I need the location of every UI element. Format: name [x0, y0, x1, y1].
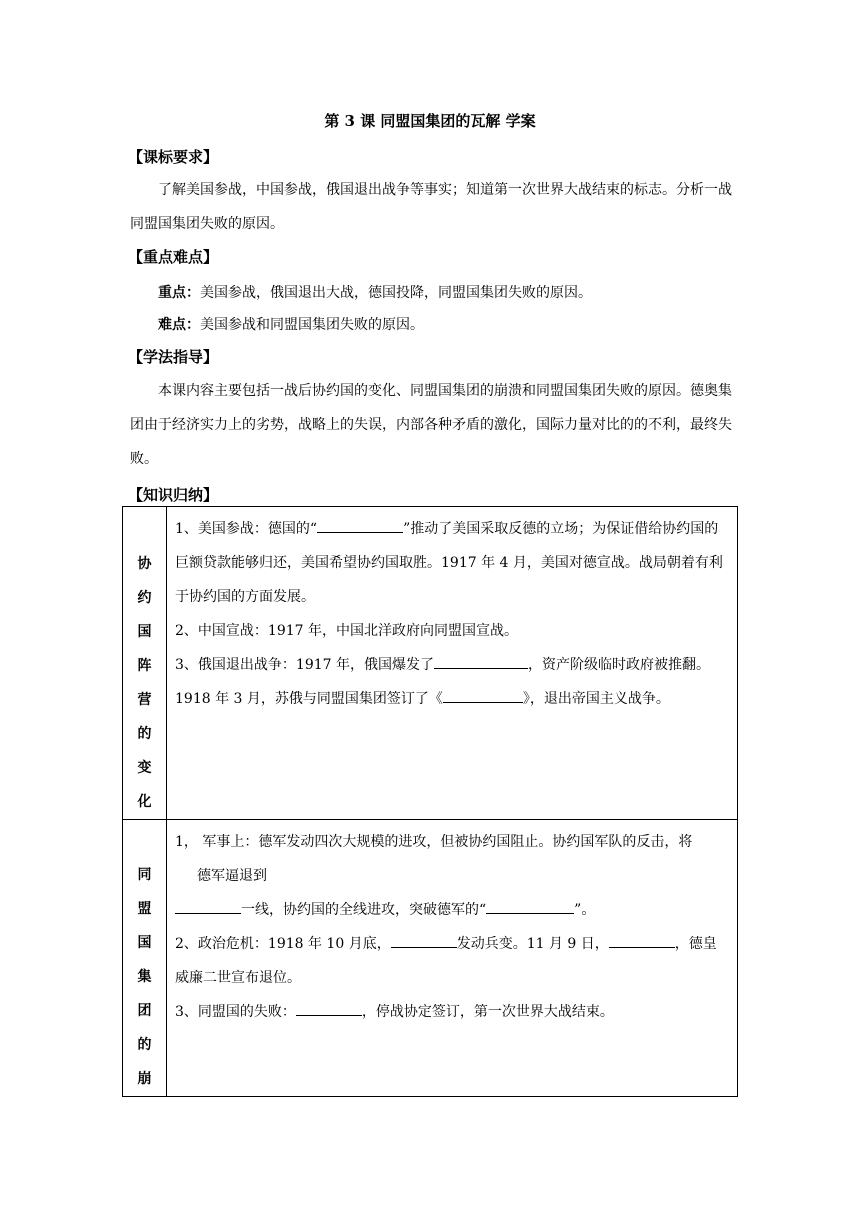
label-char: 集: [137, 969, 152, 985]
text-fragment: 1、美国参战：德国的“: [175, 521, 318, 537]
fill-blank[interactable]: [609, 933, 675, 948]
label-char: 同: [137, 867, 152, 883]
item-defeat: [175, 995, 729, 1029]
item-military: 1， 军事上：德军发动四次大规模的进攻，但被协约国阻止。协约国军队的反击，将: [175, 834, 693, 850]
label-char: 团: [137, 1003, 152, 1019]
item-military-line: [175, 893, 729, 927]
fill-blank[interactable]: [434, 654, 528, 669]
label-char: 协: [137, 556, 152, 572]
label-char: 崩: [137, 1071, 152, 1087]
knowledge-table: [122, 506, 738, 1097]
vertical-label: [123, 507, 166, 819]
item-us-entry: [175, 512, 729, 614]
key-label: 重点：: [158, 285, 200, 301]
text-fragment: ，停战协定签订，第一次世界大战结束。: [361, 1004, 614, 1020]
label-char: 约: [137, 590, 152, 606]
row-content-entente: [167, 507, 738, 820]
row-label-entente: [123, 507, 167, 820]
text-fragment: 一线，协约国的全线进攻，突破德军的“: [241, 902, 487, 918]
content-central: [167, 820, 737, 1029]
label-char: 的: [137, 726, 152, 742]
label-char: 国: [137, 624, 152, 640]
fill-blank[interactable]: [391, 933, 457, 948]
text-fragment: 发动兵变。11 月 9 日，: [456, 936, 609, 952]
text-fragment: ”推动了美国采取反德的立场；为保证借给协约国的巨额贷款能够归还，美国希望协约国取胜。1917 年 4 月，美国对德宣战。战局朝着有利于协约国的方面发展。: [175, 521, 723, 605]
heading-keypoints: 【重点难点】: [128, 248, 219, 266]
label-char: 阵: [137, 658, 152, 674]
table-row-central: [123, 820, 738, 1097]
text-fragment: ，资产阶级临时政府被推翻。1918 年 3 月，苏俄与同盟国集团签订了《: [175, 657, 710, 707]
method-text: 本课内容主要包括一战后协约国的变化、同盟国集团的崩溃和同盟国集团失败的原因。德奥集团由于经济实力上的劣势，战略上的失误，内部各种矛盾的激化，国际力量对比的的不利，最终失败。: [130, 383, 732, 467]
requirements-text: 了解美国参战，中国参战，俄国退出战争等事实；知道第一次世界大战结束的标志。分析一战同盟国集团失败的原因。: [130, 182, 732, 232]
label-char: 盟: [137, 901, 152, 917]
content-entente: [167, 507, 737, 716]
label-char: 变: [137, 760, 152, 776]
row-label-central: [123, 820, 167, 1097]
label-char: 的: [137, 1037, 152, 1053]
difficulty-text: 美国参战和同盟国集团失败的原因。: [200, 317, 424, 333]
row-content-central: [167, 820, 738, 1097]
text-fragment: 3、同盟国的失败：: [175, 1004, 296, 1020]
fill-blank[interactable]: [486, 899, 574, 914]
label-char: 化: [137, 794, 152, 810]
vertical-label: [123, 820, 166, 1096]
item-russia-exit: [175, 648, 729, 716]
fill-blank[interactable]: [317, 518, 403, 533]
item-political: [175, 927, 729, 995]
heading-method: 【学法指导】: [128, 348, 219, 366]
label-char: 国: [137, 935, 152, 951]
text-fragment: 2、政治危机：1918 年 10 月底，: [175, 936, 391, 952]
item-china-war: 2、中国宣战：1917 年，中国北洋政府向同盟国宣战。: [175, 623, 518, 639]
difficulty-line: [130, 308, 736, 342]
text-fragment: ”。: [574, 902, 596, 918]
fill-blank[interactable]: [175, 899, 241, 914]
key-text: 美国参战，俄国退出大战，德国投降，同盟国集团失败的原因。: [200, 285, 592, 301]
table-row-entente: [123, 507, 738, 820]
item-military-cont: 德军逼退到: [197, 868, 267, 884]
text-fragment: ，德皇威廉二世宣布退位。: [175, 936, 717, 986]
fill-blank[interactable]: [296, 1001, 362, 1016]
heading-knowledge: 【知识归纳】: [128, 486, 219, 504]
heading-requirements: 【课标要求】: [128, 148, 219, 166]
fill-blank[interactable]: [443, 688, 523, 703]
difficulty-label: 难点：: [158, 317, 200, 333]
page-title: 第 3 课 同盟国集团的瓦解 学案: [324, 112, 536, 130]
text-fragment: 》，退出帝国主义战争。: [522, 691, 670, 707]
label-char: 营: [137, 692, 152, 708]
keypoint-line: [130, 276, 736, 310]
text-fragment: 3、俄国退出战争：1917 年，俄国爆发了: [175, 657, 434, 673]
